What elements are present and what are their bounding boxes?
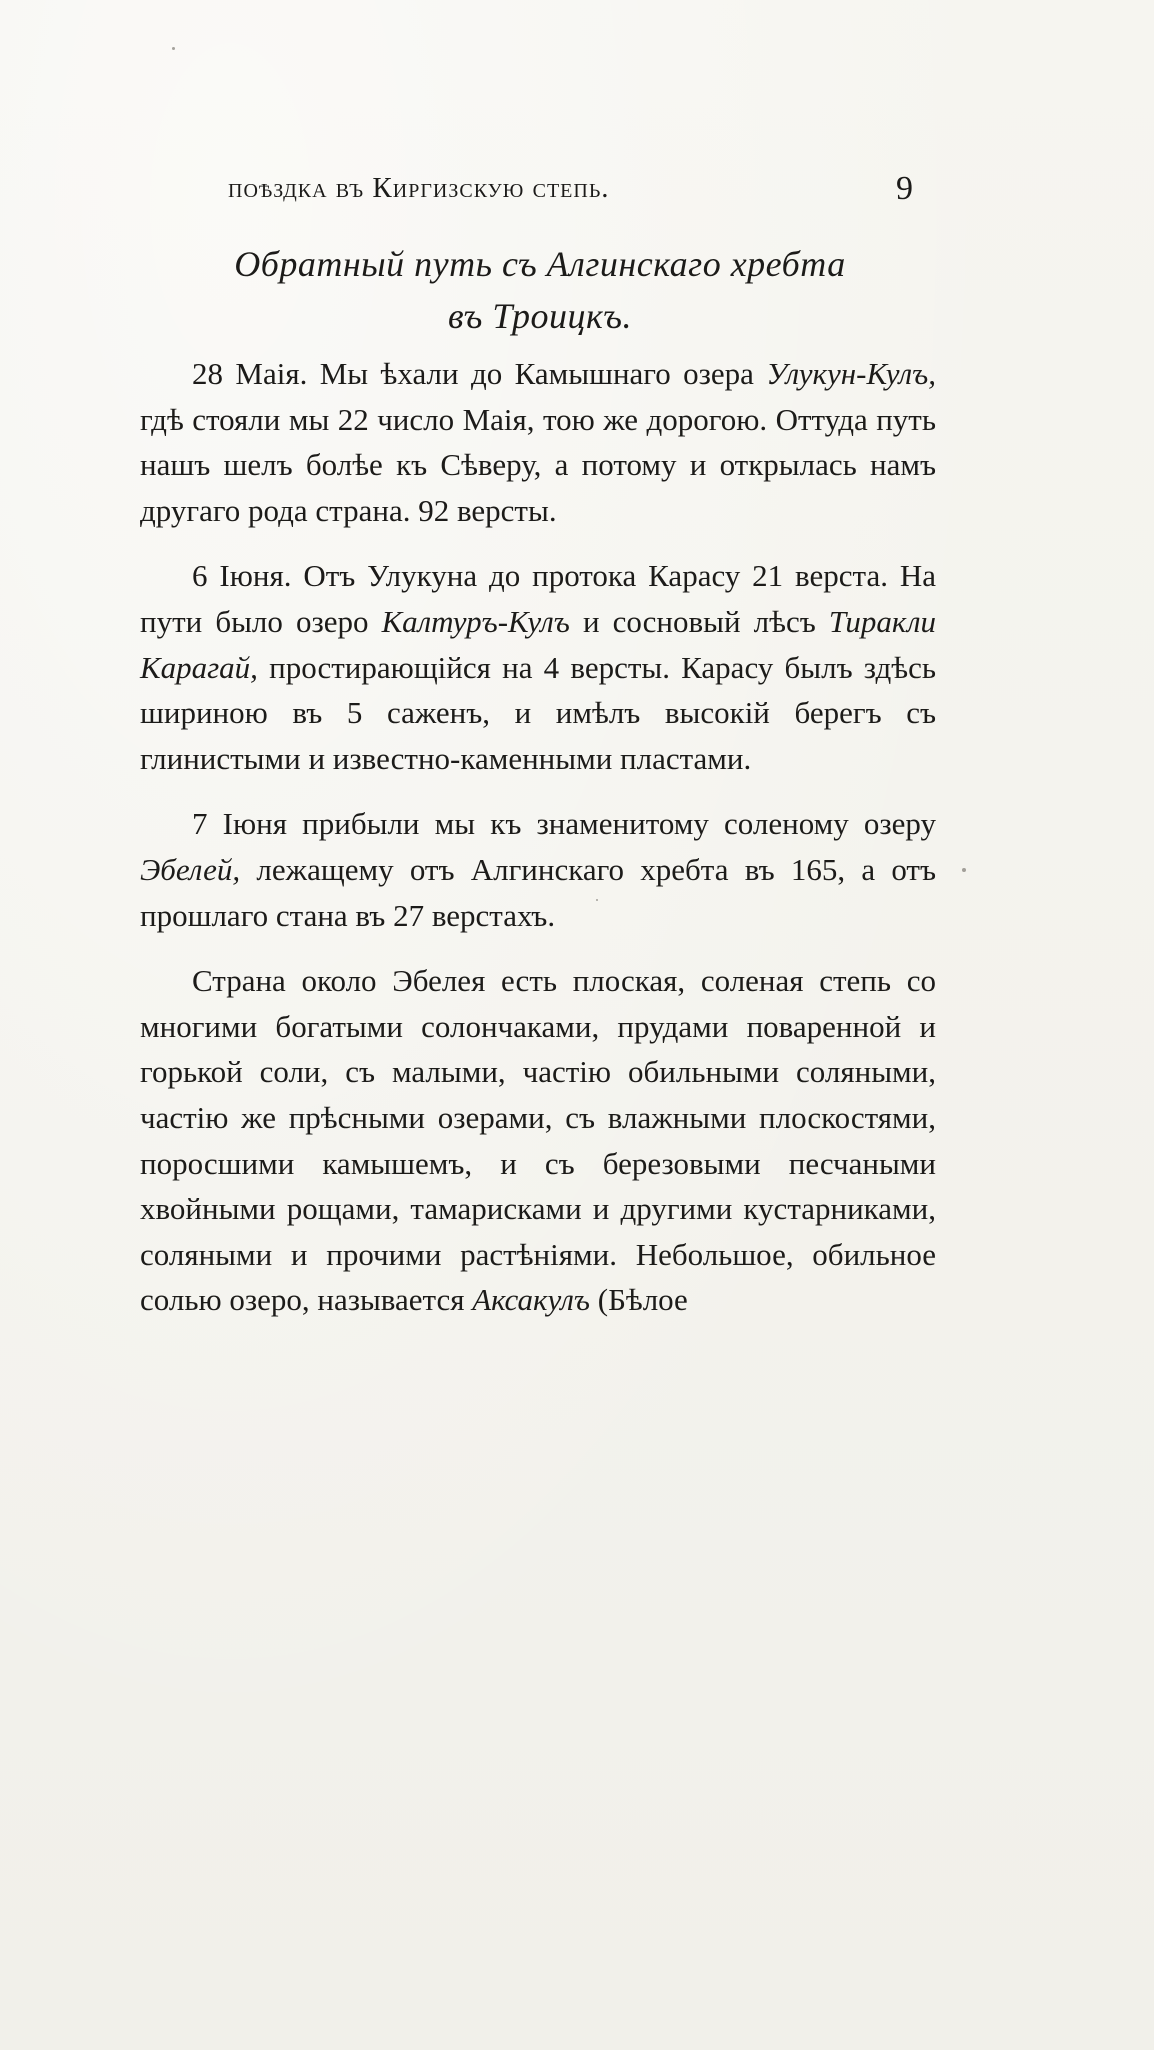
body-text [140,351,936,1323]
text-run: 6 Іюня. Отъ Улукуна до протока Карасу 21 верста. На пути было озеро [140,558,936,639]
place-name: Эбелей, [140,851,241,887]
paragraph [140,553,936,781]
running-head [228,172,928,212]
paragraph [140,351,936,533]
place-name: Улукун-Кулъ, [766,356,936,391]
section-heading-line-1: Обратный путь съ Алгинскаго хребта [234,244,846,284]
text-run: простирающійся на 4 версты. Карасу былъ здѣсь шириною въ 5 саженъ, и имѣлъ высокій берегъ съ глинистыми и известно-каменными пластами. [140,649,936,776]
text-run: и сосновый лѣсъ [569,603,829,639]
ink-speck [172,47,175,50]
running-head-title: поѣздка въ Киргизскую степь. [228,172,610,204]
place-name: Калтуръ-Кулъ [381,603,570,639]
paragraph [140,958,936,1323]
section-heading [130,238,950,342]
text-run: 28 Маія. Мы ѣхали до Камышнаго озера [192,356,767,391]
text-run: лежащему отъ Алгинскаго хребта въ 165, а отъ прошлаго стана въ 27 верстахъ. [140,851,936,933]
text-run: гдѣ стояли мы 22 число Маія, тою же дорогою. Оттуда путь нашъ шелъ болѣе къ Сѣверу, а потому и открылась намъ другаго рода страна. 92 версты. [140,401,936,528]
text-run: (Бѣлое [590,1282,688,1318]
text-run: 7 Іюня прибыли мы къ знаменитому соленому озеру [192,806,936,842]
place-name: Тиракли Карагай, [140,603,936,685]
paragraph [140,801,936,938]
section-heading-line-2: въ Троицкъ. [448,296,632,336]
ink-speck [962,868,966,872]
page-number: 9 [896,170,914,207]
place-name: Аксакулъ [472,1282,590,1318]
text-run: Страна около Эбелея есть плоская, соленая степь со многими богатыми солончаками, прудами поваренной и горькой соли, съ малыми, частію обильными соляными, частію же прѣсными озерами, съ влажными плоскостями, поросшими камышемъ, и съ березовыми песчаными хвойными рощами, тамарисками и другими кустарниками, соляными и прочими растѣніями. Небольшое, обильное солью озеро, называется [140,963,936,1318]
